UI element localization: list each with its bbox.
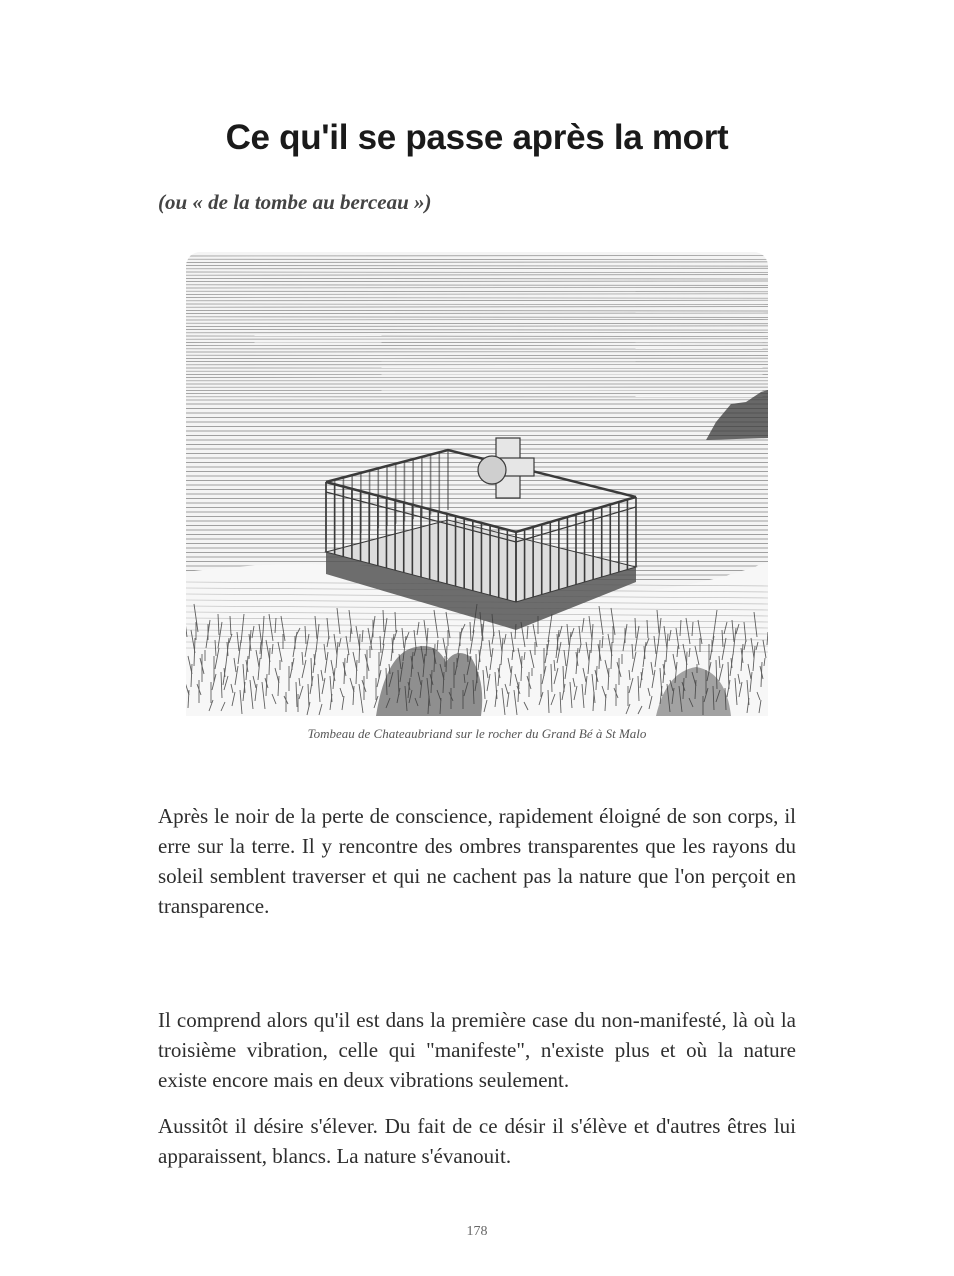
page-subtitle: (ou « de la tombe au berceau ») — [158, 190, 432, 214]
tomb-engraving-figure — [186, 252, 768, 716]
figure-caption: Tombeau de Chateaubriand sur le rocher du Grand Bé à St Malo — [307, 726, 647, 741]
paragraph-2: Il comprend alors qu'il est dans la première case du non-manifesté, là où la troisième vibration, celle qui "manifeste", n'existe plus et où la nature existe encore mais en deux vibrations seulement. — [158, 1008, 796, 1092]
page-number: 178 — [466, 1224, 488, 1239]
paragraph-1: Après le noir de la perte de conscience, rapidement éloigné de son corps, il erre sur la terre. Il y rencontre des ombres transparentes que les rayons du soleil semblent traverser et qui ne cachent pas la nature que l'on perçoit en transparence. — [158, 804, 796, 918]
paragraph-3: Aussitôt il désire s'élever. Du fait de ce désir il s'élève et d'autres êtres lui apparaissent, blancs. La nature s'évanouit. — [158, 1114, 796, 1168]
page-title: Ce qu'il se passe après la mort — [225, 118, 729, 157]
tomb-engraving-image — [186, 252, 768, 716]
